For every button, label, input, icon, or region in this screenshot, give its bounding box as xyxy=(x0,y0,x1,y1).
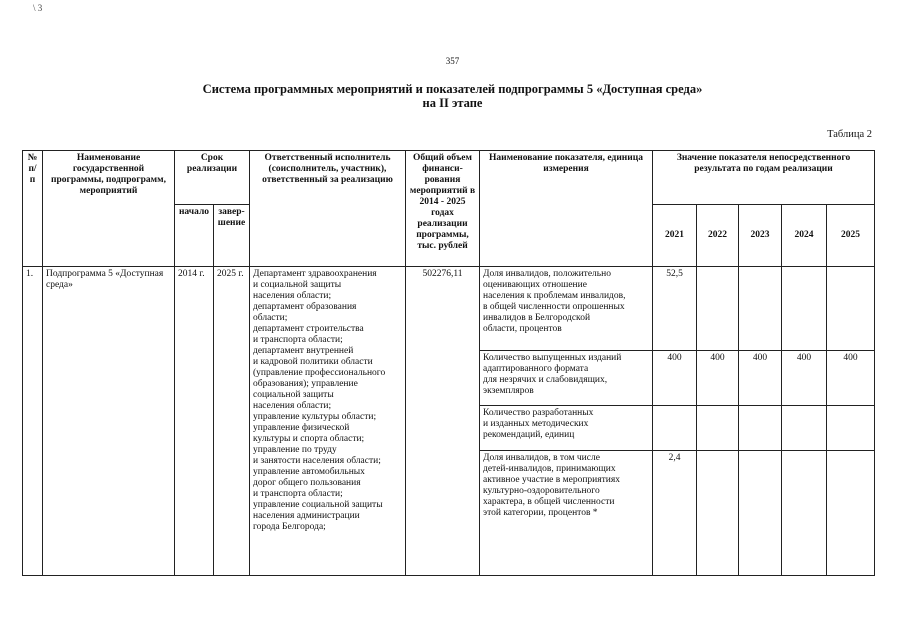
text-line: области, процентов xyxy=(483,324,562,334)
indicator-value xyxy=(697,267,739,351)
text-line: Доля инвалидов, в том числе xyxy=(483,453,600,463)
indicator-value xyxy=(827,267,875,351)
indicator-value xyxy=(782,451,827,576)
text-line: департамент внутренней xyxy=(253,346,354,356)
text-line: инвалидов в Белгородской xyxy=(483,313,591,323)
text-line: населения области; xyxy=(253,291,332,301)
indicator-value xyxy=(739,267,782,351)
text-line: экземпляров xyxy=(483,386,534,396)
header-values-group: Значение показателя непосредственного результата по годам реализации xyxy=(653,151,875,205)
header-volume: Общий объем финанси-рования мероприятий в 2014 - 2025 годах реализации программы, тыс. рублей xyxy=(406,151,480,267)
text-line: дорог общего пользования xyxy=(253,478,361,488)
text-line: и изданных методических xyxy=(483,419,589,429)
indicator-value xyxy=(697,451,739,576)
text-line: Количество разработанных xyxy=(483,408,594,418)
text-line: Количество выпущенных изданий xyxy=(483,353,622,363)
text-line: адаптированного формата xyxy=(483,364,589,374)
text-line: города Белгорода; xyxy=(253,522,326,532)
text-line: Департамент здравоохранения xyxy=(253,269,377,279)
indicator-value xyxy=(782,406,827,451)
indicator-value: 400 xyxy=(697,351,739,406)
text-line: оценивающих отношение xyxy=(483,280,587,290)
row-end: 2025 г. xyxy=(214,267,250,576)
text-line: департамент образования xyxy=(253,302,357,312)
text-line: Доля инвалидов, положительно xyxy=(483,269,611,279)
text-line: населения области; xyxy=(253,401,332,411)
header-year: 2021 xyxy=(653,205,697,267)
text-line: департамент строительства xyxy=(253,324,364,334)
row-num: 1. xyxy=(23,267,43,576)
row-executor xyxy=(250,267,406,576)
text-line: и занятости населения области; xyxy=(253,456,381,466)
text-line: рекомендаций, единиц xyxy=(483,430,575,440)
indicator-value xyxy=(653,406,697,451)
scan-mark: \ 3 xyxy=(33,3,43,13)
text-line: управление автомобильных xyxy=(253,467,365,477)
header-executor: Ответственный исполнитель (соисполнитель, участник), ответственный за реализацию xyxy=(250,151,406,267)
text-line: населения администрации xyxy=(253,511,360,521)
text-line: характера, в общей численности xyxy=(483,497,615,507)
text-line: населения к проблемам инвалидов, xyxy=(483,291,626,301)
text-line: культурно-оздоровительного xyxy=(483,486,600,496)
header-year: 2025 xyxy=(827,205,875,267)
header-term-start: начало xyxy=(175,205,214,267)
header-name: Наименование государственной программы, подпрограмм, мероприятий xyxy=(43,151,175,267)
text-line: и социальной защиты xyxy=(253,280,342,290)
text-line: образования); управление xyxy=(253,379,358,389)
title-line-2: на II этапе xyxy=(422,96,483,110)
indicator-value xyxy=(827,406,875,451)
title-line-1: Система программных мероприятий и показателей подпрограммы 5 «Доступная среда» xyxy=(202,82,703,96)
indicator-value: 400 xyxy=(782,351,827,406)
document-title xyxy=(0,82,905,110)
text-line: в общей численности опрошенных xyxy=(483,302,625,312)
text-line: управление по труду xyxy=(253,445,337,455)
text-line: детей-инвалидов, принимающих xyxy=(483,464,616,474)
indicator-value: 52,5 xyxy=(653,267,697,351)
page-number: 357 xyxy=(445,56,460,66)
indicator-value xyxy=(827,451,875,576)
header-term-end: завер-шение xyxy=(214,205,250,267)
indicator-name xyxy=(480,267,653,351)
text-line: и транспорта области; xyxy=(253,489,343,499)
indicator-value: 400 xyxy=(827,351,875,406)
text-line: управление культуры области; xyxy=(253,412,377,422)
header-num: № п/п xyxy=(23,151,43,267)
indicator-name xyxy=(480,451,653,576)
text-line: и кадровой политики области xyxy=(253,357,373,367)
text-line: культуры и спорта области; xyxy=(253,434,365,444)
indicator-name xyxy=(480,406,653,451)
text-line: и транспорта области; xyxy=(253,335,343,345)
text-line: управление физической xyxy=(253,423,350,433)
table-caption: Таблица 2 xyxy=(827,129,872,140)
header-year: 2022 xyxy=(697,205,739,267)
text-line: для незрячих и слабовидящих, xyxy=(483,375,608,385)
row-volume: 502276,11 xyxy=(406,267,480,576)
indicator-name xyxy=(480,351,653,406)
text-line: активное участие в мероприятиях xyxy=(483,475,620,485)
header-term: Срок реализации xyxy=(175,151,250,205)
header-year: 2024 xyxy=(782,205,827,267)
row-name: Подпрограмма 5 «Доступная среда» xyxy=(43,267,175,576)
header-year: 2023 xyxy=(739,205,782,267)
indicator-value xyxy=(739,451,782,576)
header-indicator: Наименование показателя, единица измерения xyxy=(480,151,653,267)
indicator-value: 400 xyxy=(739,351,782,406)
program-table xyxy=(22,150,875,576)
text-line: области; xyxy=(253,313,288,323)
indicator-value xyxy=(739,406,782,451)
text-line: этой категории, процентов * xyxy=(483,508,598,518)
row-start: 2014 г. xyxy=(175,267,214,576)
text-line: социальной защиты xyxy=(253,390,334,400)
indicator-value xyxy=(697,406,739,451)
indicator-value: 400 xyxy=(653,351,697,406)
text-line: (управление профессионального xyxy=(253,368,386,378)
indicator-value xyxy=(782,267,827,351)
text-line: управление социальной защиты xyxy=(253,500,383,510)
indicator-value: 2,4 xyxy=(653,451,697,576)
